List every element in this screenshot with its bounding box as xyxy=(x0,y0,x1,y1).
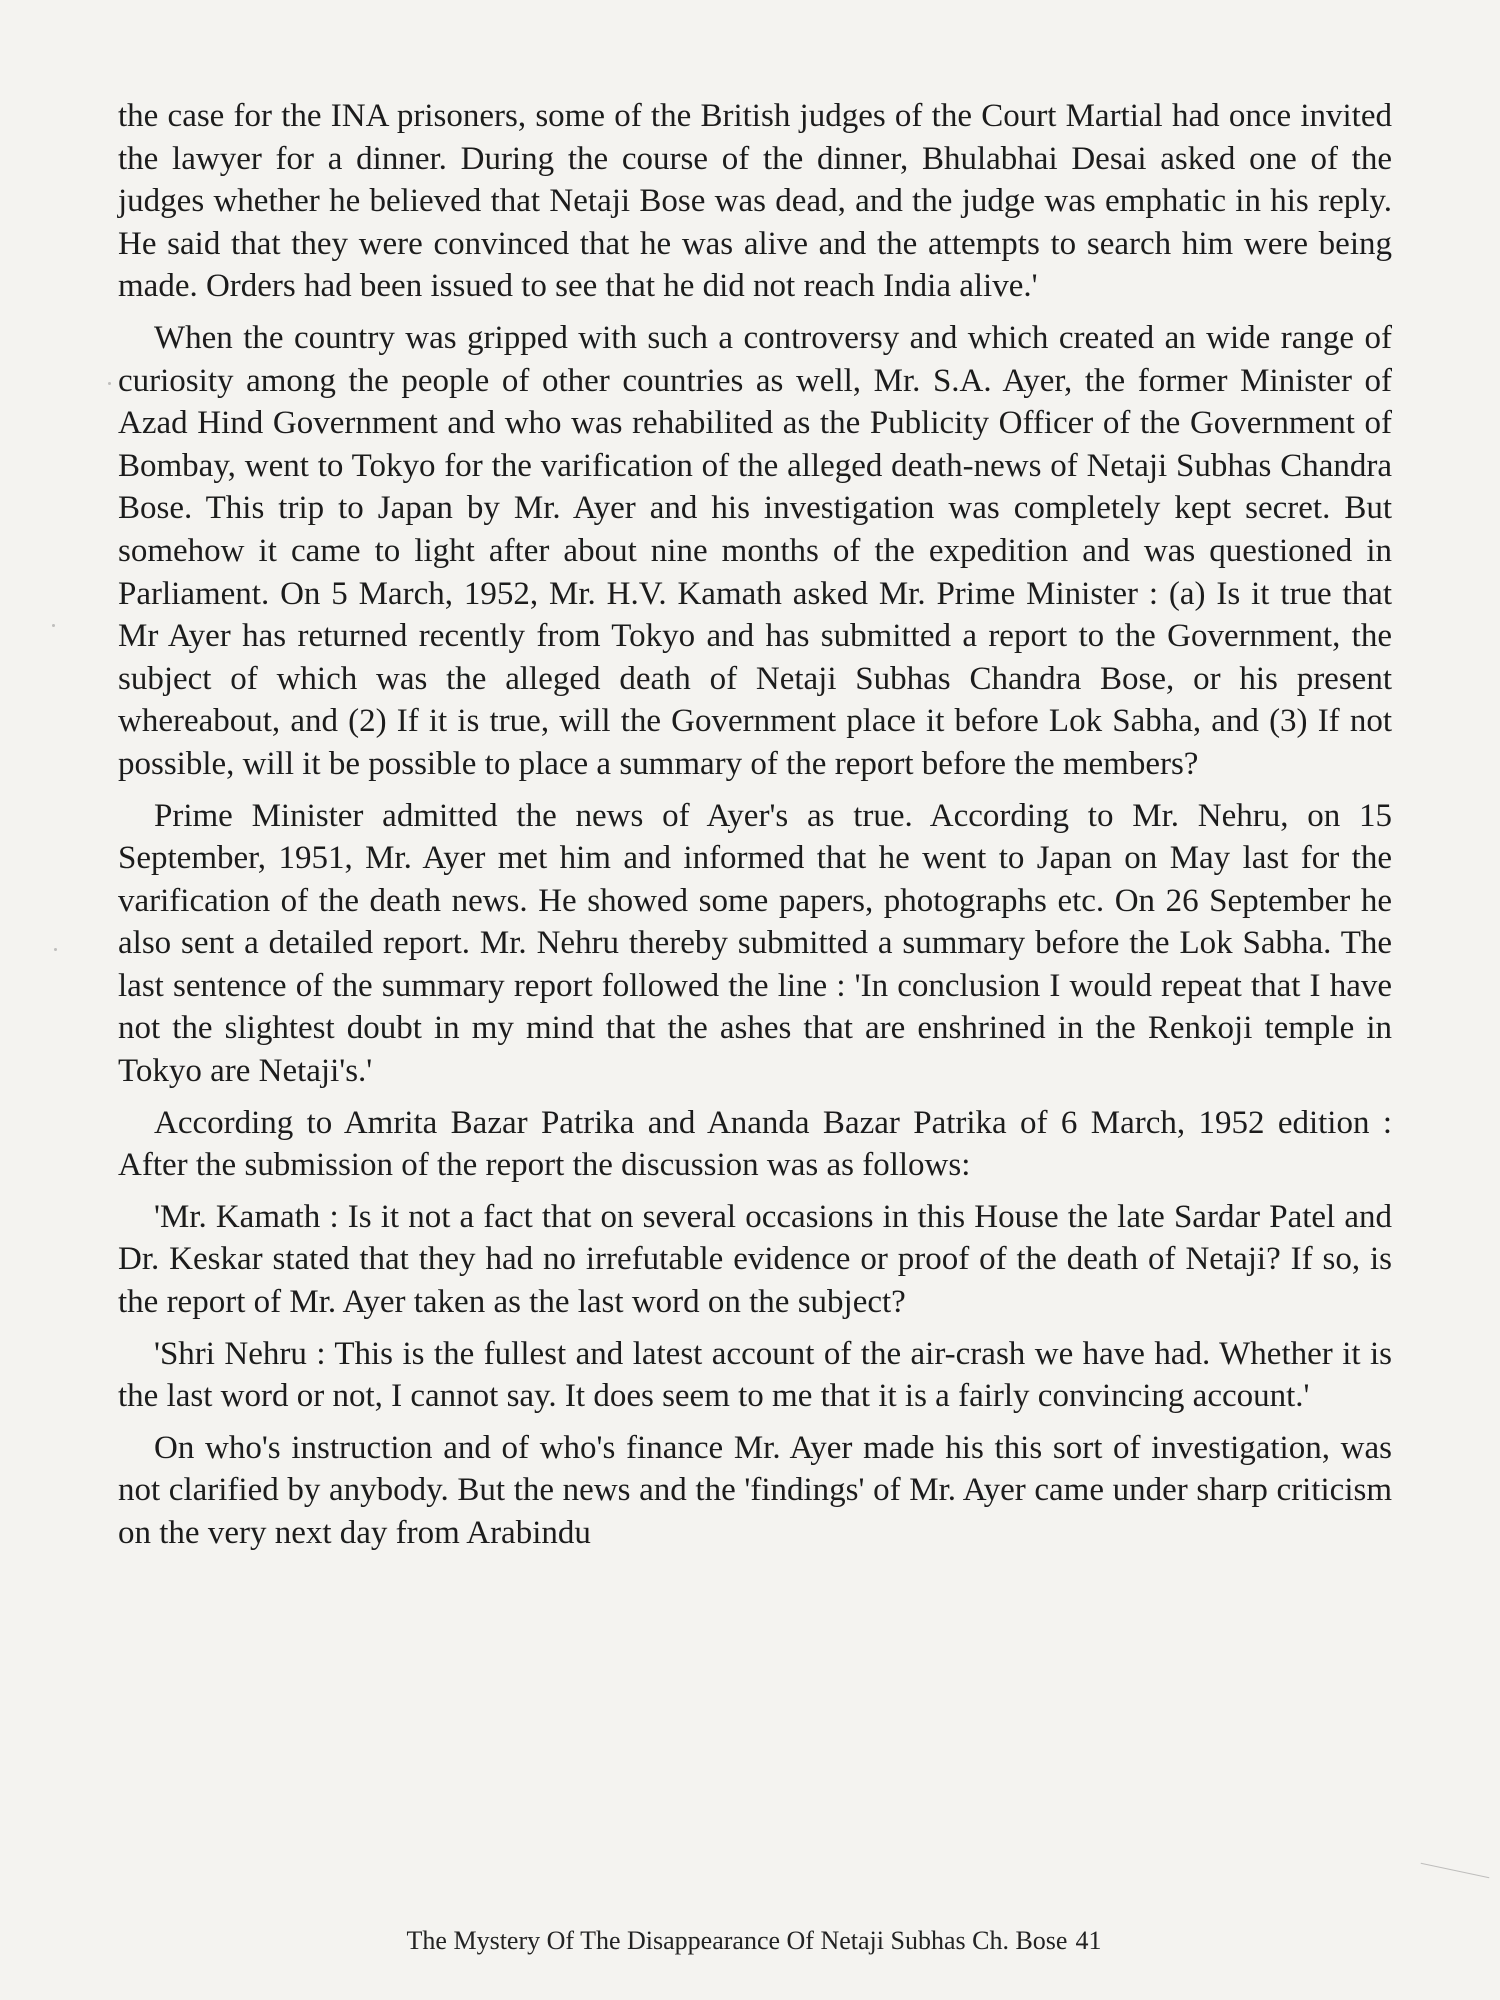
paragraph-4: According to Amrita Bazar Patrika and Ananda Bazar Patrika of 6 March, 1952 edition : After the submission of the report the discussion was as follows: xyxy=(118,1104,1392,1184)
page-footer xyxy=(0,1926,1500,1956)
scan-edge-mark xyxy=(1421,1863,1490,1879)
scan-speck xyxy=(108,382,111,385)
page-number: 41 xyxy=(1075,1926,1102,1955)
paragraph-5: 'Mr. Kamath : Is it not a fact that on several occasions in this House the late Sardar Patel and Dr. Keskar stated that they had no irrefutable evidence or proof of the death of Netaji? If so, is the report of Mr. Ayer taken as the last word on the subject? xyxy=(118,1198,1392,1321)
paragraph-7: On who's instruction and of who's finance Mr. Ayer made his this sort of investigation, was not clarified by anybody. But the news and the 'findings' of Mr. Ayer came under sharp criticism on the very next day from Arabindu xyxy=(118,1429,1392,1551)
footer-title: The Mystery Of The Disappearance Of Netaji Subhas Ch. Bose xyxy=(406,1926,1068,1955)
paragraph-2: When the country was gripped with such a controversy and which created an wide range of curiosity among the people of other countries as well, Mr. S.A. Ayer, the former Minister of Azad Hind Government and who was rehabilited as the Publicity Officer of the Government of Bombay, went to Tokyo for the varification of the alleged death-news of Netaji Subhas Chandra Bose. This trip to Japan by Mr. Ayer and his investigation was completely kept secret. But somehow it came to light after about nine months of the expedition and was questioned in Parliament. On 5 March, 1952, Mr. H.V. Kamath asked Mr. Prime Minister : (a) Is it true that Mr Ayer has returned recently from Tokyo and has submitted a report to the Government, the subject of which was the alleged death of Netaji Subhas Chandra Bose, or his present whereabout, and (2) If it is true, will the Government place it before Lok Sabha, and (3) If not possible, will it be possible to place a summary of the report before the members? xyxy=(118,319,1392,782)
scan-speck xyxy=(52,624,55,627)
paragraph-1: the case for the INA prisoners, some of the British judges of the Court Martial had once invited the lawyer for a dinner. During the course of the dinner, Bhulabhai Desai asked one of the judges whether he believed that Netaji Bose was dead, and the judge was emphatic in his reply. He said that they were convinced that he was alive and the attempts to search him were being made. Orders had been issued to see that he did not reach India alive.' xyxy=(118,98,1392,305)
paragraph-3: Prime Minister admitted the news of Ayer's as true. According to Mr. Nehru, on 15 September, 1951, Mr. Ayer met him and informed that he went to Japan on May last for the varification of the death news. He showed some papers, photographs etc. On 26 September he also sent a detailed report. Mr. Nehru thereby submitted a summary before the Lok Sabha. The last sentence of the summary report followed the line : 'In conclusion I would repeat that I have not the slightest doubt in my mind that the ashes that are enshrined in the Renkoji temple in Tokyo are Netaji's.' xyxy=(118,797,1392,1090)
scan-speck xyxy=(54,948,57,951)
paragraph-6: 'Shri Nehru : This is the fullest and latest account of the air-crash we have had. Whether it is the last word or not, I cannot say. It does seem to me that it is a fairly convincing account.' xyxy=(118,1335,1392,1415)
body-text xyxy=(118,95,1392,1564)
